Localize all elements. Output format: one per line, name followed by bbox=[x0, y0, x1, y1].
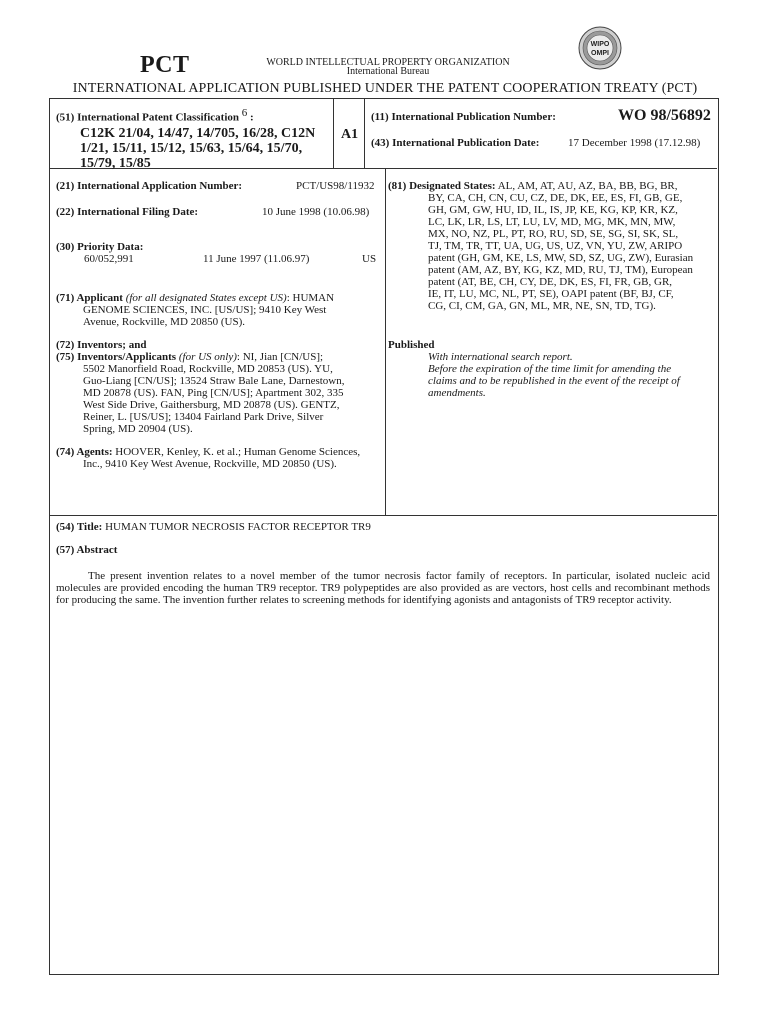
agents-block: (74) Agents: HOOVER, Kenley, K. et al.; Human Genome Sciences, Inc., 9410 Key West Avenue, Rockville, MD 20850 (US). bbox=[56, 446, 361, 470]
pct-heading: PCT bbox=[140, 52, 190, 78]
published-block: Published With international search report. Before the expiration of the time limit for amending the claims and to be republished in the event of the receipt of amendments. bbox=[388, 339, 680, 399]
org-bureau: International Bureau bbox=[346, 66, 430, 77]
org-name: WORLD INTELLECTUAL PROPERTY ORGANIZATION bbox=[266, 57, 510, 68]
ipc-label: (51) International Patent Classification $^6$ : bbox=[56, 107, 254, 124]
designated-states: (81) Designated States: AL, AM, AT, AU, AZ, BA, BB, BG, BR, BY, CA, CH, CN, CU, CZ, DE, DK, EE, ES, FI, GB, GE, GH, GM, GW, HU, ID, IL, IS, JP, KE, KG, KP, KR, KZ, LC, LK, LR, LS, LT, LU, LV, MD, MG, MK, MN, MW, MX, NO, NZ, PL, PT, RO, RU, SD, SE, SG, SI, SK, SL, TJ, TM, TR, TT, UA, UG, US, UZ, VN, YU, ZW, ARIPO patent (GH, GM, KE, LS, MW, SD, SZ, UG, ZW), Eurasian patent (AM, AZ, BY, KG, KZ, MD, RU, TJ, TM), European patent (AT, BE, CH, CY, DE, DK, ES, FI, FR, GB, GR, IE, IT, LU, MC, NL, PT, SE), OAPI patent (BF, BJ, CF, CG, CI, CM, GA, GN, ML, MR, NE, SN, TD, TG). bbox=[388, 180, 694, 312]
publication-banner: INTERNATIONAL APPLICATION PUBLISHED UNDER THE PATENT COOPERATION TREATY (PCT) bbox=[72, 81, 698, 96]
divider-columns bbox=[385, 168, 386, 515]
wipo-seal-icon bbox=[578, 26, 622, 70]
inventors-block: (72) Inventors; and (75) Inventors/Applicants (for US only): NI, Jian [CN/US]; 5502 Manorfield Road, Rockville, MD 20853 (US). YU, Guo-Liang [CN/US]; 13524 Straw Bale Lane, Darnestown, MD 20878 (US). FAN, Ping [CN/US]; Apartment 302, 335 West Side Drive, Gaithersburg, MD 20878 (US). GENTZ, Reiner, L. [US/US]; 13404 Fairland Park Drive, Silver Spring, MD 20904 (US). bbox=[56, 339, 345, 435]
priority-date: 11 June 1997 (11.06.97) bbox=[203, 253, 310, 265]
app-number: PCT/US98/11932 bbox=[296, 180, 375, 192]
pub-number: WO 98/56892 bbox=[618, 107, 711, 124]
pub-date: 17 December 1998 (17.12.98) bbox=[568, 137, 701, 149]
filing-date-label: (22) International Filing Date: bbox=[56, 206, 199, 218]
wipo-organization bbox=[258, 58, 518, 76]
abstract-text: The present invention relates to a novel member of the tumor necrosis factor family of receptors. In particular, isolated nucleic acid molecules are provided encoding the human TR9 receptor. TR9 polypeptides are also provided as are vectors, host cells and recombinant methods for producing the same. The invention further relates to screening methods for identifying agonists and antagonists of TR9 receptor activity. bbox=[56, 570, 710, 607]
title-line: (54) Title: HUMAN TUMOR NECROSIS FACTOR RECEPTOR TR9 bbox=[56, 521, 371, 533]
pub-number-label: (11) International Publication Number: bbox=[371, 111, 556, 123]
logo-text-wipo: WIPO bbox=[590, 41, 610, 48]
abstract-label: (57) Abstract bbox=[56, 544, 118, 556]
priority-label: (30) Priority Data: bbox=[56, 241, 144, 253]
priority-number: 60/052,991 bbox=[84, 253, 134, 265]
priority-country: US bbox=[362, 253, 377, 265]
filing-date: 10 June 1998 (10.06.98) bbox=[262, 206, 370, 218]
logo-text-ompi: OMPI bbox=[591, 50, 609, 57]
divider-ipc bbox=[333, 98, 334, 168]
divider-kind bbox=[364, 98, 365, 168]
app-number-label: (21) International Application Number: bbox=[56, 180, 243, 192]
kind-code: A1 bbox=[341, 127, 359, 142]
ipc-codes: C12K 21/04, 14/47, 14/705, 16/28, C12N 1/21, 15/11, 15/12, 15/63, 15/64, 15/70, 15/79, 15/85 bbox=[80, 126, 316, 171]
pub-date-label: (43) International Publication Date: bbox=[371, 137, 540, 149]
applicant-block: (71) Applicant (for all designated States except US): HUMAN GENOME SCIENCES, INC. [US/US]; 9410 Key West Avenue, Rockville, MD 20850 (US). bbox=[56, 292, 335, 328]
divider-body bbox=[49, 515, 717, 516]
